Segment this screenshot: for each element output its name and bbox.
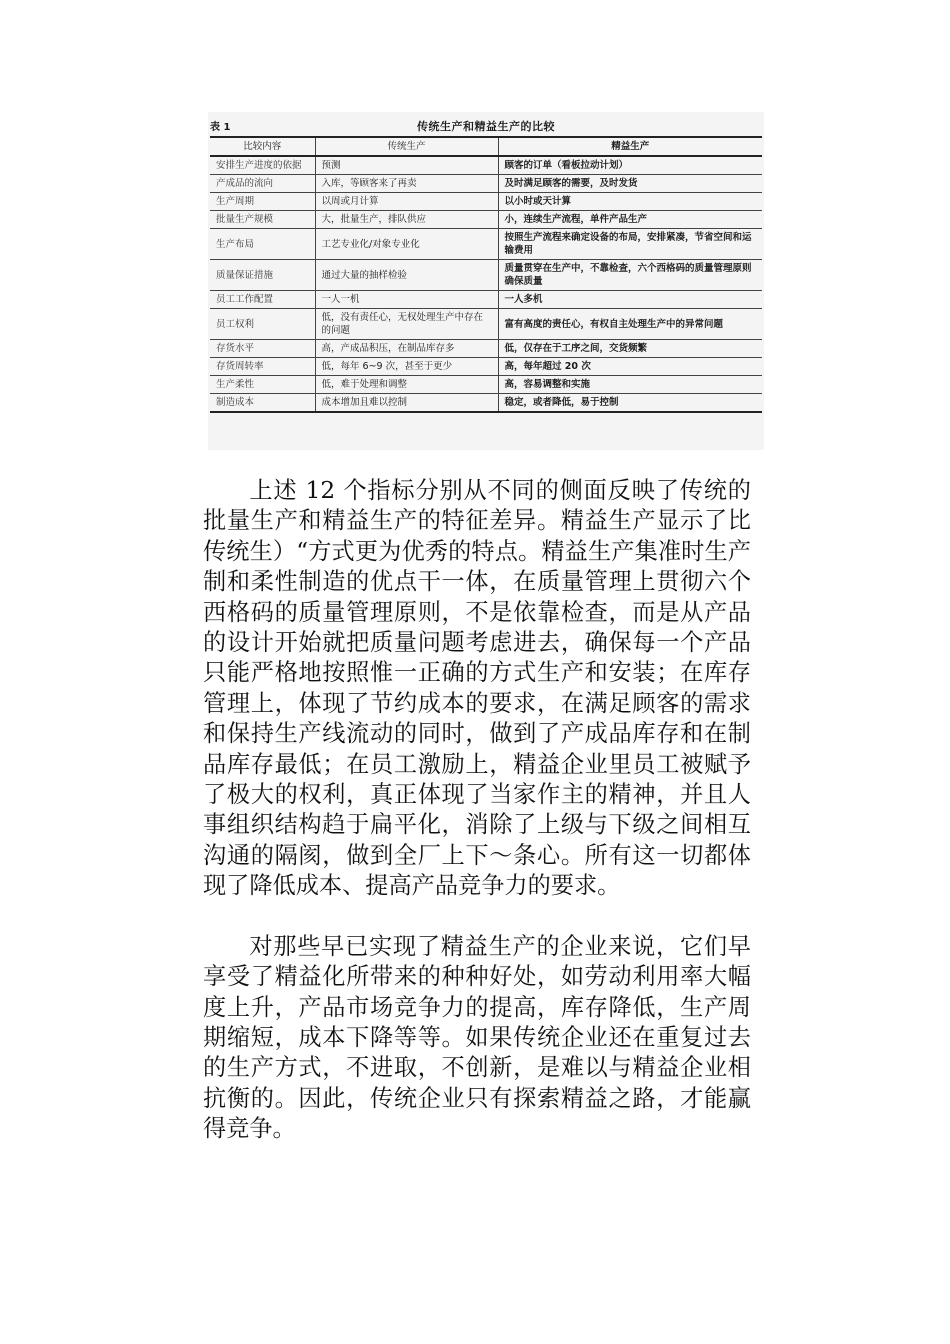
table-row	[210, 358, 762, 376]
table-cell: 通过大量的抽样检验	[315, 260, 498, 291]
table-row	[210, 394, 762, 413]
table-row	[210, 229, 762, 260]
table-title: 传统生产和精益生产的比较	[417, 120, 555, 133]
table-label: 表 1	[210, 122, 231, 133]
table-row	[210, 291, 762, 309]
comparison-table-image	[208, 112, 764, 450]
table-cell: 低，每年 6~9 次，甚至于更少	[315, 358, 498, 376]
table-cell: 生产布局	[210, 229, 315, 260]
table-cell: 按照生产流程来确定设备的布局，安排紧凑，节省空间和运输费用	[498, 229, 762, 260]
comparison-table	[210, 136, 762, 413]
table-cell: 低，难于处理和调整	[315, 376, 498, 394]
column-header: 比较内容	[210, 137, 315, 156]
table-row	[210, 175, 762, 193]
table-cell: 一人多机	[498, 291, 762, 309]
table-cell: 低，仅存在于工序之间，交货频繁	[498, 340, 762, 358]
table-row	[210, 193, 762, 211]
paragraph: 对那些早已实现了精益生产的企业来说，它们早享受了精益化所带来的种种好处，如劳动利用率大幅度上升，产品市场竞争力的提高，库存降低，生产周期缩短，成本下降等等。如果传统企业还在重复过去的生产方式，不进取，不创新，是难以与精益企业相抗衡的。因此，传统企业只有探索精益之路，才能赢得竞争。	[203, 932, 751, 1143]
table-row	[210, 211, 762, 229]
table-cell: 质量贯穿在生产中，不靠检查，六个西格码的质量管理原则确保质量	[498, 260, 762, 291]
table-cell: 存货水平	[210, 340, 315, 358]
table-cell: 生产柔性	[210, 376, 315, 394]
table-cell: 以周或月计算	[315, 193, 498, 211]
table-cell: 大，批量生产，排队供应	[315, 211, 498, 229]
table-cell: 存货周转率	[210, 358, 315, 376]
table-cell: 产成品的流向	[210, 175, 315, 193]
column-header: 精益生产	[498, 137, 762, 156]
table-cell: 高，容易调整和实施	[498, 376, 762, 394]
table-cell: 稳定，或者降低，易于控制	[498, 394, 762, 413]
table-cell: 员工权利	[210, 309, 315, 340]
table-row	[210, 376, 762, 394]
table-row	[210, 260, 762, 291]
table-row	[210, 156, 762, 175]
table-cell: 高，每年超过 20 次	[498, 358, 762, 376]
table-cell: 富有高度的责任心，有权自主处理生产中的异常问题	[498, 309, 762, 340]
table-cell: 一人一机	[315, 291, 498, 309]
table-cell: 小，连续生产流程，单件产品生产	[498, 211, 762, 229]
table-row	[210, 309, 762, 340]
table-cell: 制造成本	[210, 394, 315, 413]
paragraph: 上述 12 个指标分别从不同的侧面反映了传统的批量生产和精益生产的特征差异。精益生产显示了比传统生）“方式更为优秀的特点。精益生产集准时生产制和柔性制造的优点干一体，在质量管理上贯彻六个西格码的质量管理原则，不是依靠检查，而是从产品的设计开始就把质量问题考虑进去，确保每一个产品只能严格地按照惟一正确的方式生产和安装；在库存管理上，体现了节约成本的要求，在满足顾客的需求和保持生产线流动的同时，做到了产成品库存和在制品库存最低；在员工激励上，精益企业里员工被赋予了极大的权利，真正体现了当家作主的精神，并且人事组织结构趋于扁平化，消除了上级与下级之间相互沟通的隔阂，做到全厂上下～条心。所有这一切都体现了降低成本、提高产品竞争力的要求。	[203, 477, 751, 900]
table-cell: 质量保证措施	[210, 260, 315, 291]
table-cell: 低，没有责任心，无权处理生产中存在的问题	[315, 309, 498, 340]
table-cell: 生产周期	[210, 193, 315, 211]
table-cell: 批量生产规模	[210, 211, 315, 229]
table-cell: 员工工作配置	[210, 291, 315, 309]
table-cell: 及时满足顾客的需要，及时发货	[498, 175, 762, 193]
table-cell: 成本增加且难以控制	[315, 394, 498, 413]
table-cell: 高，产成品积压，在制品库存多	[315, 340, 498, 358]
table-cell: 入库，等顾客来了再卖	[315, 175, 498, 193]
table-cell: 以小时或天计算	[498, 193, 762, 211]
article-body	[203, 476, 751, 1145]
table-cell: 安排生产进度的依据	[210, 156, 315, 175]
column-header: 传统生产	[315, 137, 498, 156]
table-cell: 顾客的订单（看板拉动计划）	[498, 156, 762, 175]
table-cell: 工艺专业化/对象专业化	[315, 229, 498, 260]
table-row	[210, 340, 762, 358]
table-header-row	[210, 137, 762, 156]
table-cell: 预测	[315, 156, 498, 175]
